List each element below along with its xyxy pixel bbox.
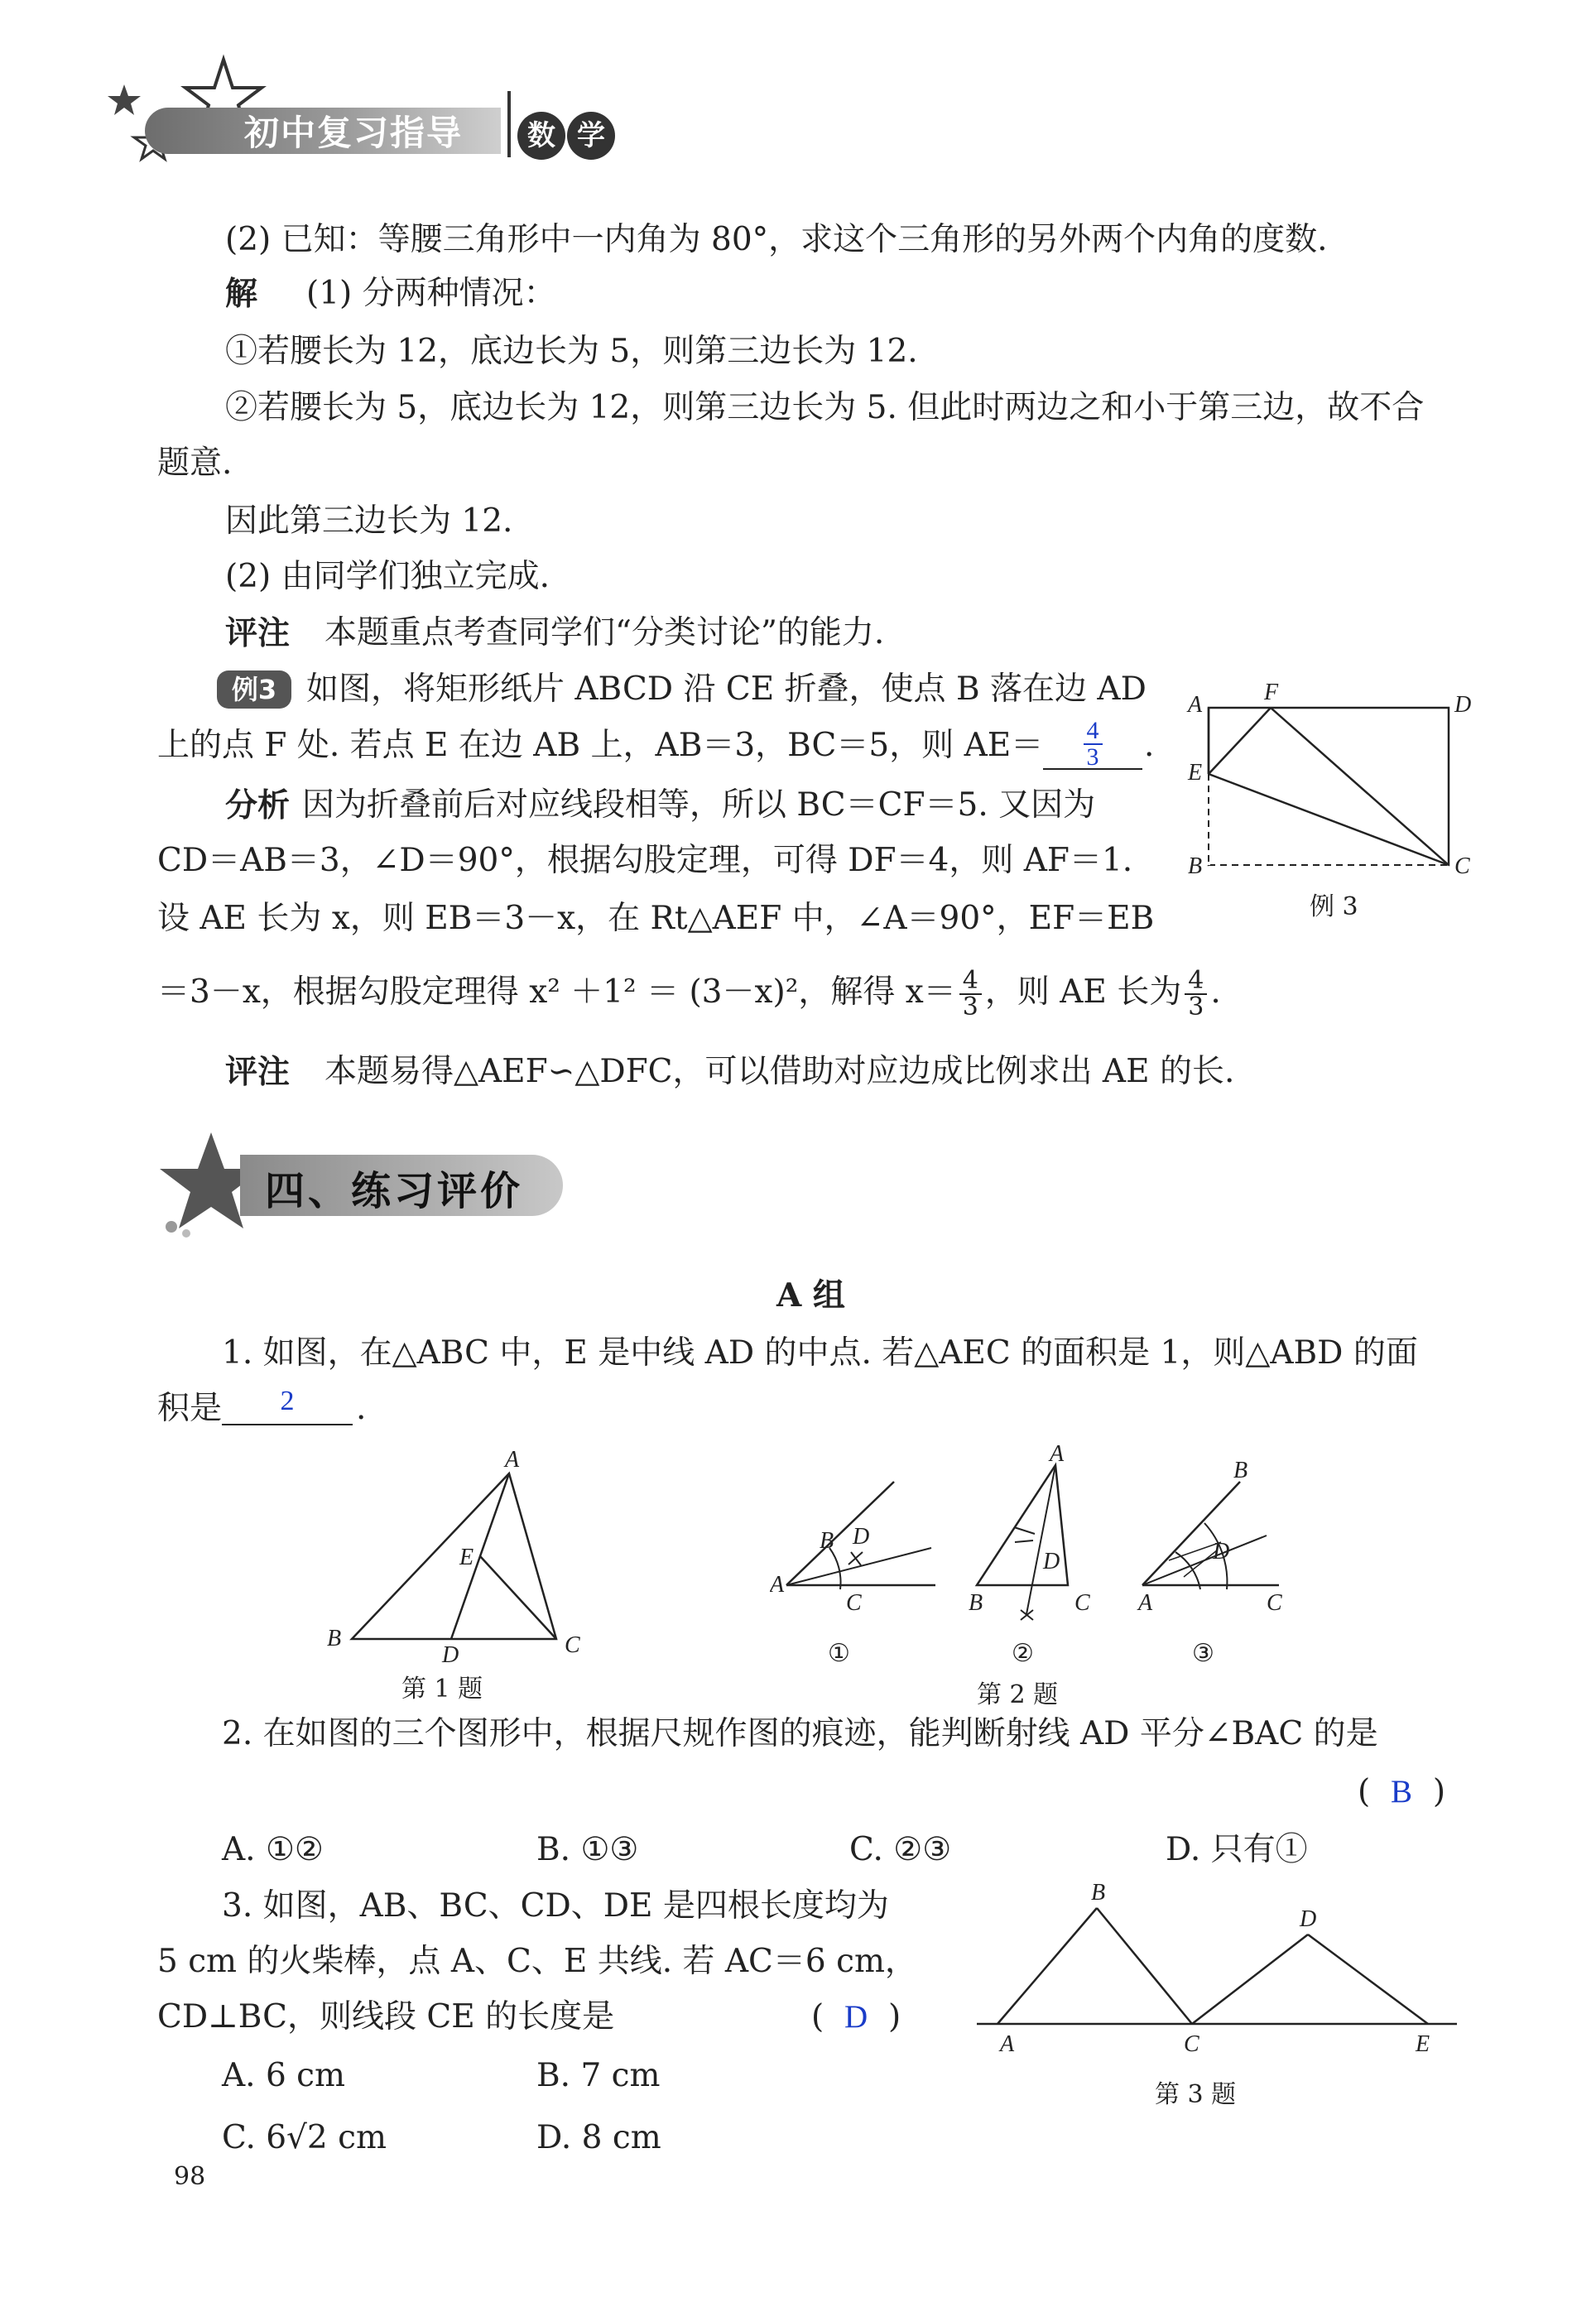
question-2-answer-bracket: ( B ) [1358,1773,1446,1810]
q3-point-e: E [1416,2031,1430,2057]
rect-abcd-outline [1209,708,1449,865]
question-1-answer: 2 [222,1381,353,1425]
segment-ec [1209,774,1449,865]
figure-caption-q3: 第 3 题 [1155,2080,1237,2109]
fig3-label: ③ [1192,1639,1214,1668]
q3-option-a: A. 6 cm [222,2057,345,2094]
question-2-line-1: 2. 在如图的三个图形中，根据尺规作图的痕迹，能判断射线 AD 平分∠BAC 的是 [222,1715,1378,1752]
fig1-point-c: C [846,1590,862,1616]
q3-option-d: D. 8 cm [536,2119,661,2156]
point-e: E [459,1545,474,1570]
stick-ab [997,1908,1097,2024]
figure-question-1 [323,1449,621,1713]
question-1-line-2: 积是 [157,1390,223,1427]
analysis-line-4: ＝3－x，根据勾股定理得 x² ＋1² ＝ (3－x)²，解得 x＝ $\frac{4}{3}$ ，则 AE 长为 $\frac{4}{3}$ . [157,966,1221,1021]
period-q1: . [356,1390,367,1427]
example-3-line-2: 上的点 F 处. 若点 E 在边 AB 上，AB＝3，BC＝5，则 AE＝ [157,727,1044,764]
fraction-ae [1185,968,1207,1020]
construction-2 [969,1444,1090,1709]
point-b: B [327,1626,342,1651]
note-label-1: 评注 [225,614,291,652]
question-3-answer-bracket: ( D ) [811,1998,901,2035]
figure-question-2 [770,1444,1283,1718]
figure-example-3 [1184,675,1473,923]
q2-option-a: A. ①② [222,1831,324,1868]
stick-bc [1097,1908,1192,2024]
note-text-2: 本题易得△AEF∽△DFC，可以借助对应边成比例求出 AE 的长. [324,1053,1235,1090]
figure-question-3 [969,1875,1465,2115]
point-b: B [1188,853,1203,879]
figure-caption-q2: 第 2 题 [977,1680,1059,1709]
question-1-line-1: 1. 如图，在△ABC 中，E 是中线 AD 的中点. 若△AEC 的面积是 1，则△ABD 的面 [222,1334,1418,1372]
fig3-point-c: C [1267,1590,1282,1616]
solution-intro: (1) 分两种情况： [306,275,556,312]
group-title: A 组 [776,1276,845,1315]
q3-point-c: C [1184,2031,1199,2057]
section-title: 四、练习评价 [265,1168,524,1214]
case-2-cont: 题意. [157,445,233,482]
note-text-1: 本题重点考查同学们“分类讨论”的能力. [324,614,885,651]
case-2: ②若腰长为 5，底边长为 12，则第三边长为 5. 但此时两边之和小于第三边，故不合 [225,389,1425,426]
part-2-note: (2) 由同学们独立完成. [225,558,550,595]
analysis-line-3: 设 AE 长为 x，则 EB＝3－x，在 Rt△AEF 中，∠A＝90°，EF＝EB [157,900,1155,937]
q2-option-b: B. ①③ [536,1831,639,1868]
fig3-point-a: A [1138,1590,1153,1616]
period: . [1144,727,1155,764]
point-d: D [442,1642,459,1668]
triangle-abc [352,1473,556,1639]
example-3-answer [1084,719,1103,770]
frac-den-2: 3 [1188,992,1204,1021]
fig2-point-c: C [1074,1590,1090,1616]
figure-caption-q1: 第 1 题 [401,1675,483,1704]
header-divider [507,91,511,157]
subject-badge [517,112,565,160]
q3-point-a: A [1000,2031,1015,2057]
question-3-answer: D [844,1999,868,2035]
segment-fc [1271,708,1449,865]
fig1-point-a: A [770,1572,785,1598]
q2-option-c: C. ②③ [849,1831,952,1868]
q3-option-b: B. 7 cm [536,2057,661,2094]
fig2-label: ② [1012,1639,1034,1668]
example-badge: 例3 [217,670,291,709]
fig3-point-d: D [1213,1539,1230,1564]
conclusion: 因此第三边长为 12. [225,502,513,540]
answer-numerator: 4 [1084,719,1103,745]
analysis-label: 分析 [225,786,291,824]
question-3-line-2: 5 cm 的火柴棒，点 A、C、E 共线. 若 AC＝6 cm， [157,1943,917,1980]
subject-char-2: 学 [577,119,605,152]
q2-option-d: D. 只有① [1166,1831,1308,1868]
construction-1 [770,1482,935,1668]
fig2-point-a: A [1050,1444,1065,1467]
q3-point-b: B [1091,1880,1106,1906]
analysis-line-1: 因为折叠前后对应线段相等，所以 BC＝CF＝5. 又因为 [302,786,1096,824]
fig3-point-b: B [1233,1458,1248,1483]
question-3-line-3: CD⊥BC，则线段 CE 的长度是 [157,1998,615,2035]
segment-ef [1209,708,1271,774]
analysis-line-4-b: ，则 AE 长为 [984,973,1182,1011]
fig1-label: ① [828,1639,850,1668]
point-a: A [1188,692,1203,718]
point-d: D [1454,692,1472,718]
analysis-line-2: CD＝AB＝3，∠D＝90°，根据勾股定理，可得 DF＝4，则 AF＝1. [157,842,1133,879]
question-part-2: (2) 已知：等腰三角形中一内角为 80°，求这个三角形的另外两个内角的度数. [225,221,1328,258]
analysis-line-4-a: ＝3－x，根据勾股定理得 x² ＋1² ＝ (3－x)²，解得 x＝ [157,973,956,1011]
example-3-answer-blank [1043,719,1142,770]
point-e: E [1188,760,1203,786]
stick-cd [1192,1935,1308,2024]
frac-num-2: 4 [1185,968,1207,995]
note-label-2: 评注 [225,1053,291,1091]
page-number: 98 [174,2162,206,2191]
construction-3 [1137,1458,1282,1668]
question-3-line-1: 3. 如图，AB、BC、CD、DE 是四根长度均为 [222,1887,889,1925]
q3-point-d: D [1300,1906,1317,1932]
point-c: C [1454,853,1470,879]
subject-char-1: 数 [527,119,555,152]
case-1: ①若腰长为 12，底边长为 5，则第三边长为 12. [225,333,918,370]
question-2-answer: B [1391,1774,1413,1810]
frac-den: 3 [962,992,978,1021]
subject-badge-2 [567,112,615,160]
frac-num: 4 [959,968,982,995]
fig2-point-b: B [969,1590,983,1616]
answer-denominator: 3 [1086,743,1099,771]
stick-de [1308,1935,1428,2024]
point-a: A [505,1449,520,1473]
book-title: 初中复习指导 [244,113,464,153]
point-f: F [1264,680,1279,705]
fig1-point-b: B [820,1528,834,1554]
fig1-point-d: D [853,1524,870,1550]
q3-option-c: C. 6√2 cm [222,2119,387,2156]
figure-caption: 例 3 [1310,892,1358,921]
fig2-point-d: D [1043,1549,1060,1574]
example-3-line-1: 如图，将矩形纸片 ABCD 沿 CE 折叠，使点 B 落在边 AD [306,670,1147,708]
point-c: C [565,1632,580,1658]
fraction-x [959,968,982,1020]
solution-label: 解 [225,275,258,313]
